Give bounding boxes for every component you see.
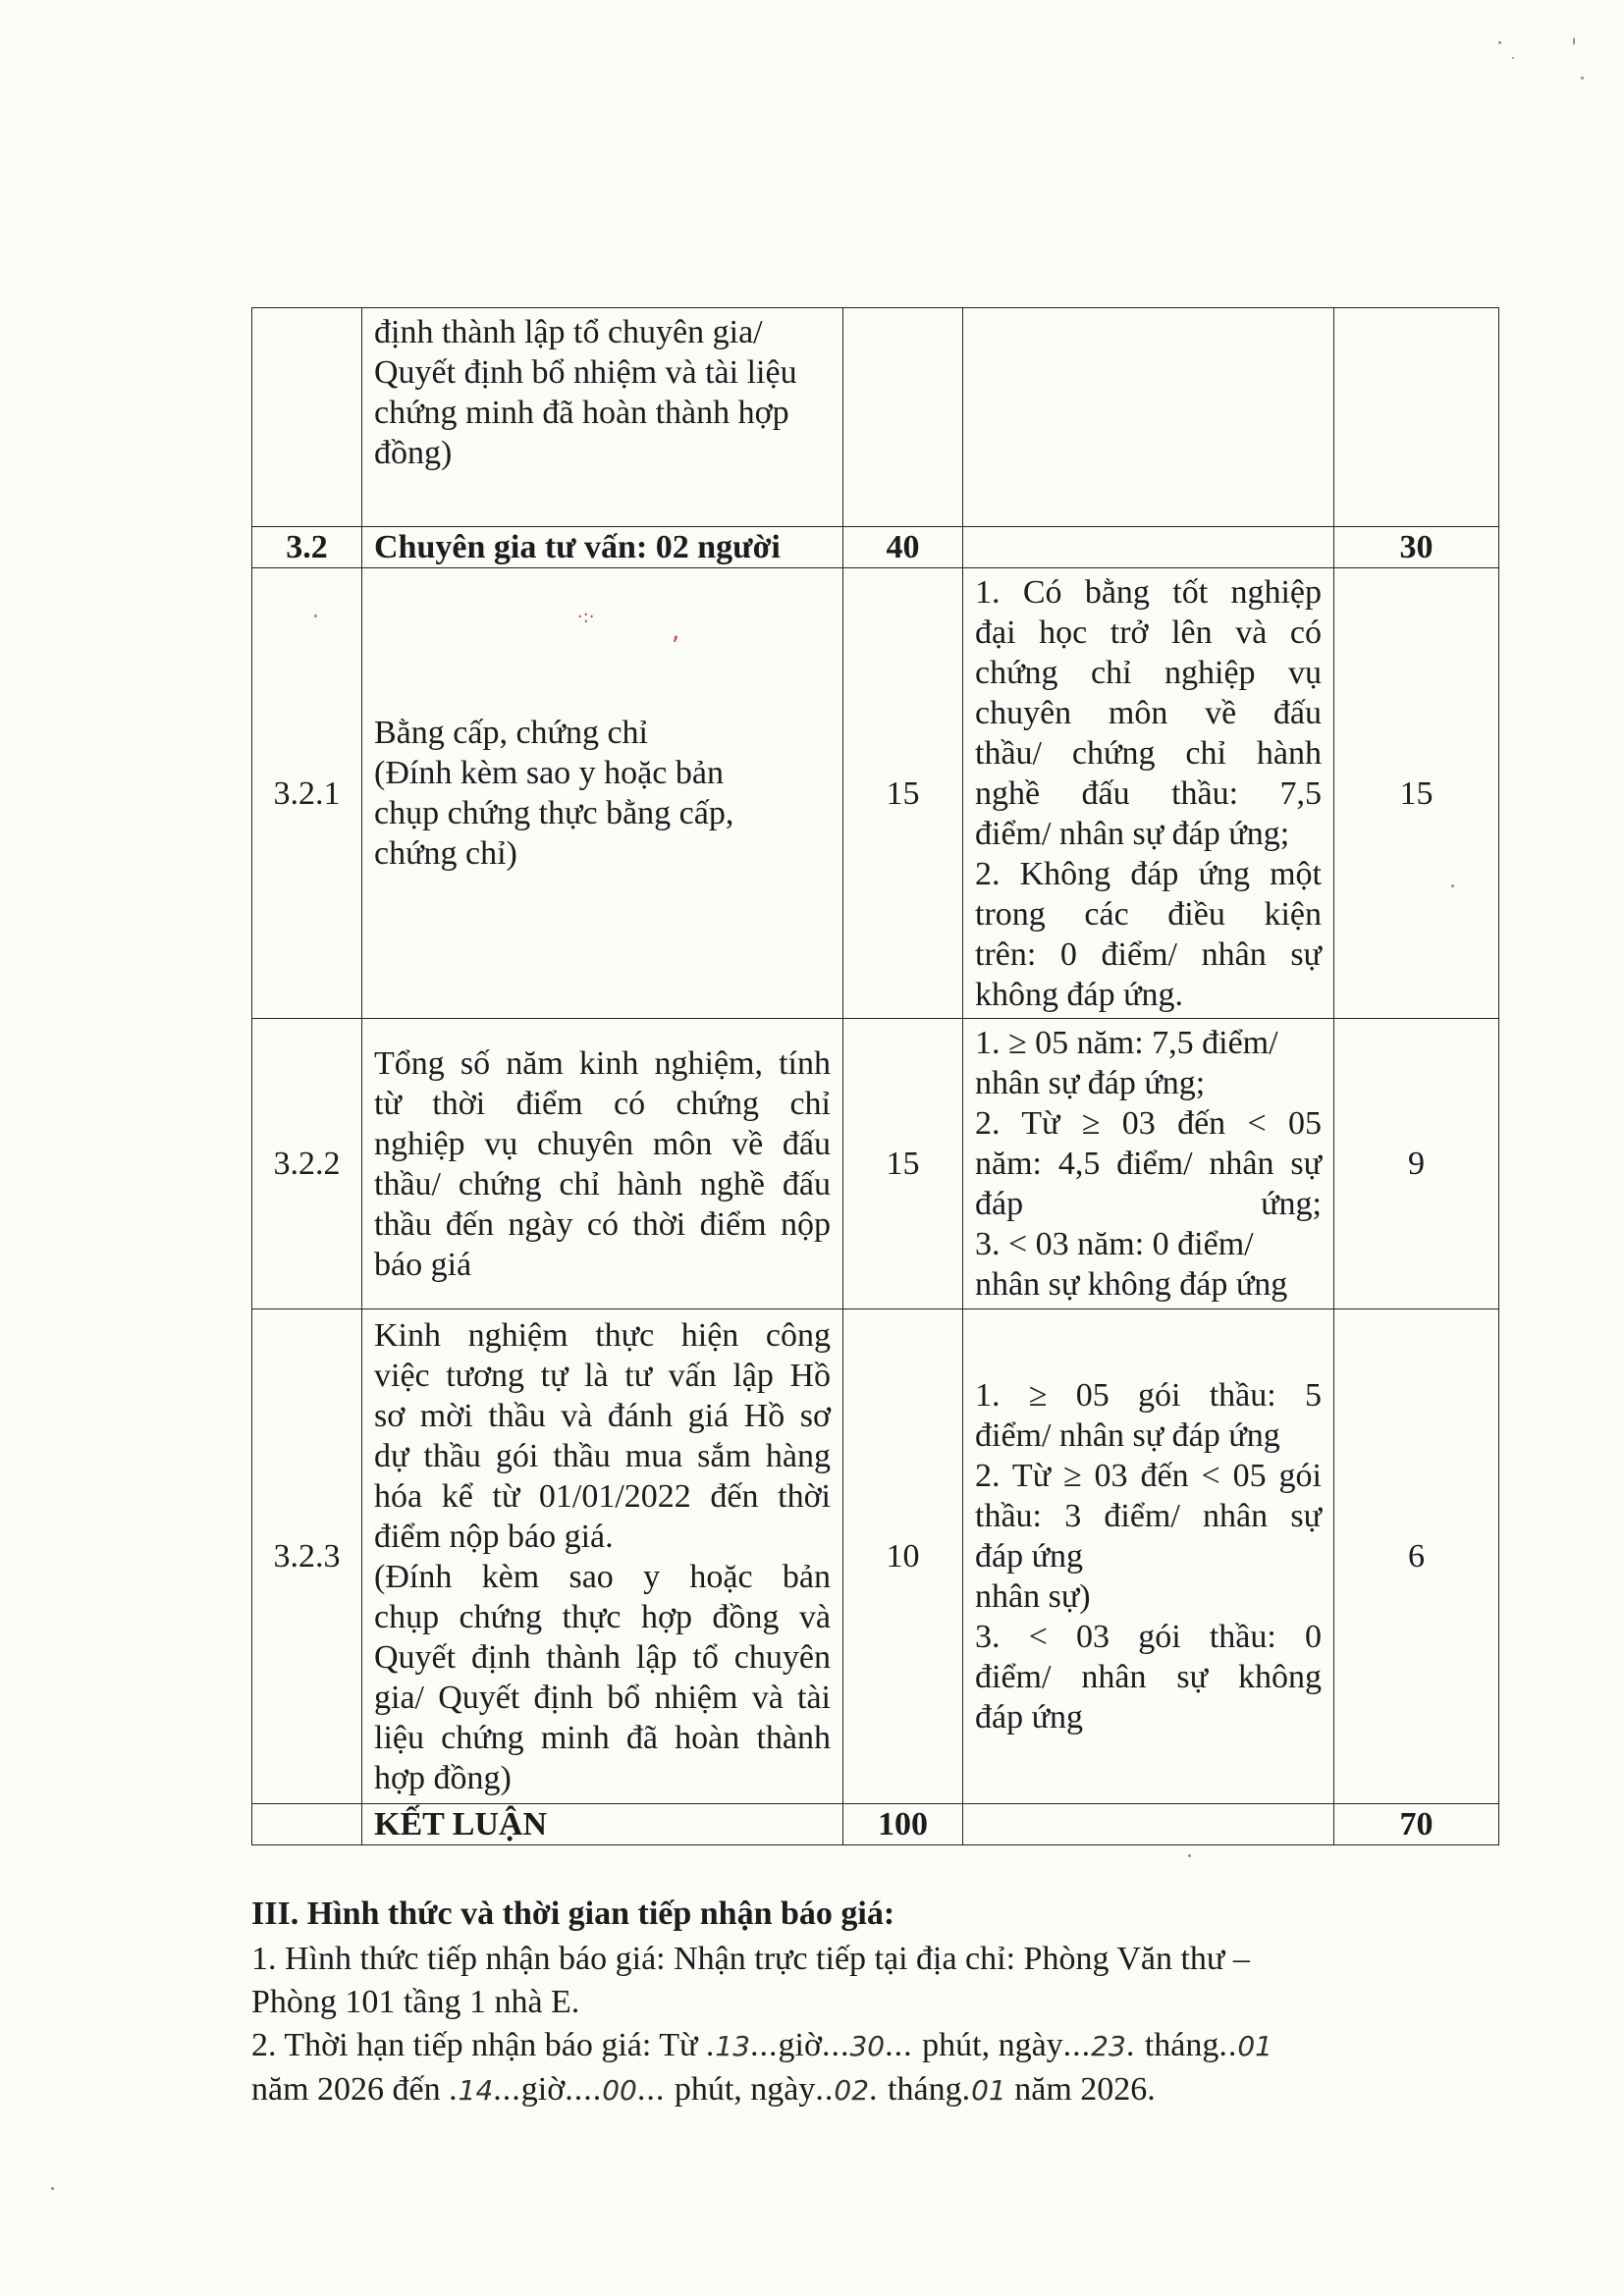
text-line: thầu đến ngày có thời điểm nộp xyxy=(374,1205,831,1243)
receipt-method-line: 1. Hình thức tiếp nhận báo giá: Nhận trực tiếp tại địa chỉ: Phòng Văn thư – xyxy=(251,1941,1250,1977)
criteria-number: 3.2.3 xyxy=(252,1309,362,1804)
text-line: đồng) xyxy=(374,435,453,471)
text-line: điểm/ nhân sự không xyxy=(975,1659,1322,1695)
section-score: 30 xyxy=(1334,527,1499,568)
minute-word: phút, ngày xyxy=(922,2027,1063,2063)
receipt-deadline-line: 2. Thời hạn tiếp nhận báo giá: Từ .13...giờ...30... phút, ngày...23. tháng..01 xyxy=(251,2027,1272,2063)
criteria-score: 6 xyxy=(1334,1309,1499,1804)
text-line: 2. Từ ≥ 03 đến < 05 xyxy=(975,1105,1322,1142)
scan-speck xyxy=(1581,77,1584,80)
red-stamp-mark: ·:· xyxy=(577,607,595,627)
scan-speck xyxy=(1573,37,1575,45)
table-row xyxy=(252,1019,1499,1309)
text-line: nghiệp vụ chuyên môn về đấu xyxy=(374,1125,831,1162)
text-line: điểm/ nhân sự đáp ứng; xyxy=(975,815,1290,852)
handwritten-start-month: 01 xyxy=(1237,2030,1272,2062)
text-line: đáp ứng xyxy=(975,1538,1084,1575)
text-line: (Đính kèm sao y hoặc bản xyxy=(374,1558,831,1595)
text-line: chuyên môn về đấu xyxy=(975,694,1322,731)
table-row xyxy=(252,568,1499,1019)
section-3 xyxy=(251,1893,1498,2112)
criteria-max-score: 15 xyxy=(843,1019,963,1309)
section-row xyxy=(252,527,1499,568)
section-heading: III. Hình thức và thời gian tiếp nhận báo giá: xyxy=(251,1896,895,1932)
scoring-rule xyxy=(963,1019,1334,1309)
text-line: từ thời điểm có chứng chỉ xyxy=(374,1085,831,1122)
text-line: điểm/ nhân sự đáp ứng xyxy=(975,1417,1280,1454)
cell-rule xyxy=(963,1804,1334,1845)
text-line: thầu/ chứng chỉ hành nghề đấu xyxy=(374,1165,831,1202)
text-line: trong các điều kiện xyxy=(975,895,1322,933)
criteria-description xyxy=(362,1019,843,1309)
text-line: nghề đấu thầu: 7,5 xyxy=(975,774,1322,812)
text-line: hợp đồng) xyxy=(374,1759,512,1796)
total-max-score: 100 xyxy=(843,1804,963,1845)
text-line: điểm nộp báo giá. xyxy=(374,1518,614,1555)
criteria-score: 15 xyxy=(1334,568,1499,1019)
section-number: 3.2 xyxy=(252,527,362,568)
receipt-deadline-line: năm 2026 đến .14...giờ....00... phút, ngày..02. tháng.01 năm 2026. xyxy=(251,2071,1156,2108)
text-line: gia/ Quyết định bổ nhiệm và tài xyxy=(374,1679,831,1716)
text-line: chứng chỉ) xyxy=(374,835,517,872)
year-text: năm 2026. xyxy=(1014,2071,1156,2108)
cell-rule xyxy=(963,308,1334,527)
minute-word: phút, ngày xyxy=(674,2071,816,2108)
text-line: Quyết định thành lập tổ chuyên xyxy=(374,1638,831,1676)
handwritten-end-day: 02 xyxy=(834,2074,870,2107)
criteria-number: 3.2.1 xyxy=(252,568,362,1019)
total-score: 70 xyxy=(1334,1804,1499,1845)
handwritten-start-minute: 30 xyxy=(849,2030,886,2062)
hour-word: giờ xyxy=(778,2027,822,2063)
criteria-description xyxy=(362,568,843,1019)
total-label: KẾT LUẬN xyxy=(362,1804,843,1845)
text-line: thầu: 3 điểm/ nhân sự xyxy=(975,1498,1322,1534)
scan-speck xyxy=(1512,57,1514,59)
text-line: Bằng cấp, chứng chỉ xyxy=(374,715,649,751)
text-line: đại học trở lên và có xyxy=(975,614,1322,651)
text-line: 1. ≥ 05 năm: 7,5 điểm/ xyxy=(975,1025,1278,1061)
year-text: năm 2026 xyxy=(251,2071,385,2108)
scan-speck xyxy=(1188,1854,1191,1857)
criteria-max-score: 10 xyxy=(843,1309,963,1804)
text-line: Quyết định bổ nhiệm và tài liệu xyxy=(374,354,797,391)
criteria-description xyxy=(362,1309,843,1804)
text-line: dự thầu gói thầu mua sắm hàng xyxy=(374,1437,831,1474)
text-line: đáp ứng; xyxy=(975,1186,1322,1222)
to-word: đến xyxy=(392,2071,441,2108)
handwritten-end-minute: 00 xyxy=(602,2074,637,2107)
criteria-description xyxy=(362,308,843,527)
text-line: 1. ≥ 05 gói thầu: 5 xyxy=(975,1377,1322,1414)
evaluation-criteria-table xyxy=(251,307,1499,1845)
text-line: Tổng số năm kinh nghiệm, tính xyxy=(374,1044,831,1082)
text-line: chụp chứng thực hợp đồng và xyxy=(374,1598,831,1635)
text-line: 2. Không đáp ứng một xyxy=(975,855,1322,892)
criteria-score: 9 xyxy=(1334,1019,1499,1309)
text-line: 2. Từ ≥ 03 đến < 05 gói xyxy=(975,1458,1322,1494)
cell-rule xyxy=(963,527,1334,568)
handwritten-start-day: 23 xyxy=(1091,2030,1126,2062)
scoring-rule xyxy=(963,1309,1334,1804)
table-row xyxy=(252,308,1499,527)
text-line: chứng minh đã hoàn thành hợp xyxy=(374,395,789,431)
criteria-number: 3.2.2 xyxy=(252,1019,362,1309)
text-line: trên: 0 điểm/ nhân sự xyxy=(975,935,1322,973)
text-line: đáp ứng xyxy=(975,1699,1084,1735)
text-line: không đáp ứng. xyxy=(975,976,1184,1013)
cell-no xyxy=(252,308,362,527)
text-line: nhân sự đáp ứng; xyxy=(975,1065,1206,1101)
red-stamp-mark: , xyxy=(672,616,680,646)
text-line: chụp chứng thực bằng cấp, xyxy=(374,795,734,831)
text-line: nhân sự không đáp ứng xyxy=(975,1266,1288,1303)
text-line: 3. < 03 năm: 0 điểm/ xyxy=(975,1226,1254,1262)
cell-no xyxy=(252,1804,362,1845)
text-line: 1. Có bằng tốt nghiệp xyxy=(975,573,1322,611)
cell-score xyxy=(1334,308,1499,527)
section-title: Chuyên gia tư vấn: 02 người xyxy=(362,527,843,568)
handwritten-end-month: 01 xyxy=(971,2074,1006,2107)
month-word: tháng xyxy=(1144,2027,1219,2063)
text-line: hóa kể từ 01/01/2022 đến thời xyxy=(374,1477,831,1515)
scan-speck xyxy=(51,2187,54,2190)
text-line: (Đính kèm sao y hoặc bản xyxy=(374,755,724,791)
text-line: năm: 4,5 điểm/ nhân sự xyxy=(975,1146,1322,1182)
table-row xyxy=(252,1309,1499,1804)
text-line: báo giá xyxy=(374,1246,472,1283)
text-line: nhân sự) xyxy=(975,1578,1091,1615)
deadline-prefix: 2. Thời hạn tiếp nhận báo giá: Từ xyxy=(251,2027,698,2063)
text-line: chứng chỉ nghiệp vụ xyxy=(975,654,1322,691)
text-line: 3. < 03 gói thầu: 0 xyxy=(975,1619,1322,1655)
text-line: sơ mời thầu và đánh giá Hồ sơ xyxy=(374,1397,831,1434)
text-line: thầu/ chứng chỉ hành xyxy=(975,734,1322,772)
handwritten-start-hour: 13 xyxy=(715,2030,751,2062)
text-line: việc tương tự là tư vấn lập Hồ xyxy=(374,1357,831,1394)
receipt-method-line: Phòng 101 tầng 1 nhà E. xyxy=(251,1984,580,2020)
cell-max xyxy=(843,308,963,527)
text-line: Kinh nghiệm thực hiện công xyxy=(374,1316,831,1354)
month-word: tháng xyxy=(888,2071,962,2108)
scan-speck xyxy=(1498,41,1501,44)
text-line: liệu chứng minh đã hoàn thành xyxy=(374,1719,831,1756)
total-row xyxy=(252,1804,1499,1845)
scoring-rule xyxy=(963,568,1334,1019)
handwritten-end-hour: 14 xyxy=(458,2074,494,2107)
hour-word: giờ xyxy=(520,2071,566,2108)
criteria-max-score: 15 xyxy=(843,568,963,1019)
section-max-score: 40 xyxy=(843,527,963,568)
text-line: định thành lập tổ chuyên gia/ xyxy=(374,314,763,350)
